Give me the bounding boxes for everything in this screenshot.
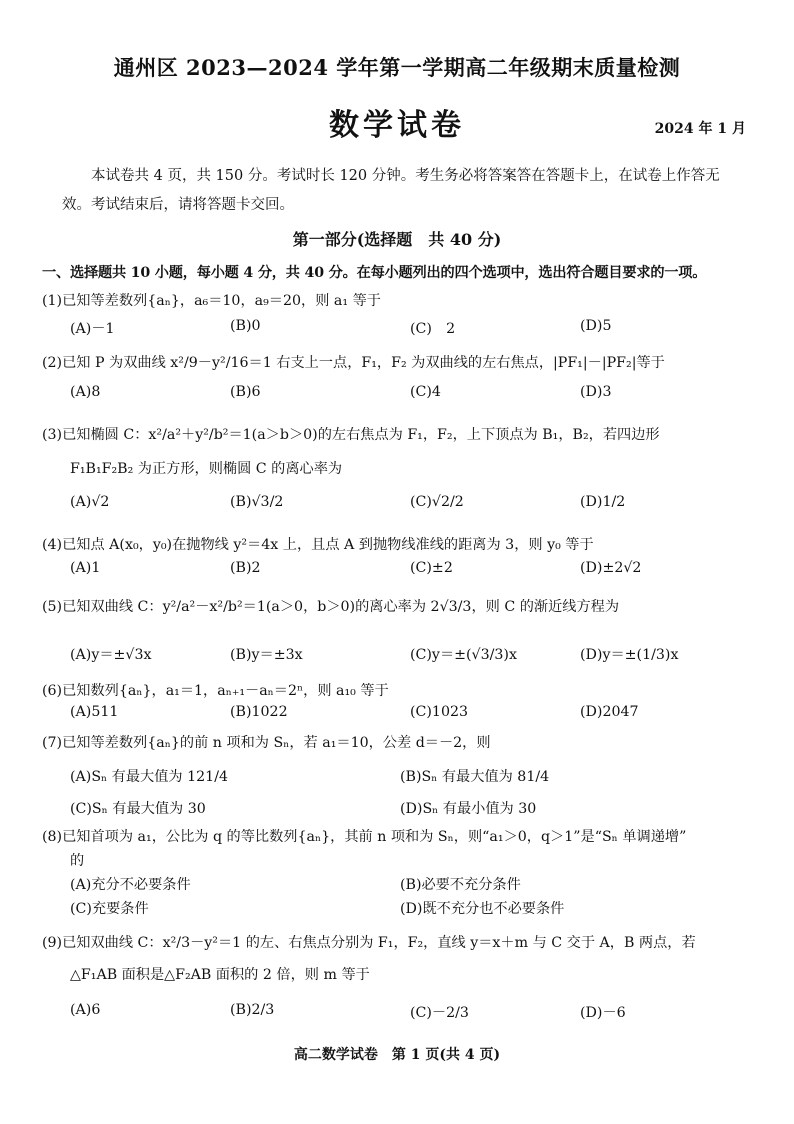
question-9-stem-continued: △F₁AB 面积是△F₂AB 面积的 2 倍，则 m 等于 bbox=[70, 967, 370, 983]
option-b: (B)√3/2 bbox=[230, 494, 284, 510]
question-number: (8) bbox=[42, 829, 63, 845]
option-d: (D)既不充分也不必要条件 bbox=[400, 901, 565, 917]
instructions: 本试卷共 4 页，共 150 分。考试时长 120 分钟。考生务必将答案答在答题卡上，在试卷上作答无效。考试结束后，请将答题卡交回。 bbox=[62, 168, 720, 213]
question-2 bbox=[42, 352, 772, 372]
question-8-options-row-1 bbox=[70, 874, 750, 894]
question-5-options bbox=[70, 644, 750, 664]
question-8-stem-continued: 的 bbox=[70, 853, 85, 869]
question-1-options bbox=[70, 318, 750, 338]
option-d: (D)±2√2 bbox=[580, 560, 642, 576]
question-3-options bbox=[70, 494, 750, 514]
option-b: (B)y＝±3x bbox=[230, 647, 303, 663]
option-c: (C)充要条件 bbox=[70, 901, 149, 917]
question-9 bbox=[42, 932, 772, 952]
question-number: (2) bbox=[42, 355, 63, 371]
exam-title: 通州区 2023—2024 学年第一学期高二年级期末质量检测 bbox=[113, 55, 681, 80]
question-9-options bbox=[70, 1002, 750, 1022]
option-b: (B)1022 bbox=[230, 704, 288, 720]
option-a: (A)1 bbox=[70, 560, 101, 576]
option-a: (A)511 bbox=[70, 704, 119, 720]
option-d: (D)2047 bbox=[580, 704, 639, 720]
option-c: (C) 2 bbox=[410, 321, 456, 337]
option-c: (C)1023 bbox=[410, 704, 469, 720]
question-stem: 已知点 A(x₀，y₀)在抛物线 y²＝4x 上，且点 A 到抛物线准线的距离为 3，则 y₀ 等于 bbox=[62, 537, 594, 553]
option-b: (B)2 bbox=[230, 560, 261, 576]
option-c: (C)±2 bbox=[410, 560, 453, 576]
question-stem: 已知双曲线 C：y²/a²－x²/b²＝1(a＞0，b＞0)的离心率为 2√3/3，则 C 的渐近线方程为 bbox=[62, 599, 620, 615]
part-title: 第一部分(选择题 共 40 分) bbox=[292, 230, 502, 249]
question-7-options-row-1 bbox=[70, 766, 750, 786]
option-b: (B)0 bbox=[230, 318, 261, 334]
question-stem: 已知 P 为双曲线 x²/9－y²/16＝1 右支上一点，F₁，F₂ 为双曲线的左右焦点，|PF₁|－|PF₂|等于 bbox=[62, 355, 665, 371]
subject-title: 数学试卷 bbox=[329, 108, 465, 143]
section-heading: 一、选择题共 10 小题，每小题 4 分，共 40 分。在每小题列出的四个选项中，选出符合题目要求的一项。 bbox=[42, 265, 707, 281]
question-stem: 已知数列{aₙ}，a₁＝1，aₙ₊₁－aₙ＝2ⁿ，则 a₁₀ 等于 bbox=[62, 683, 389, 699]
question-3 bbox=[42, 424, 772, 444]
option-a: (A)充分不必要条件 bbox=[70, 877, 191, 893]
question-number: (9) bbox=[42, 935, 63, 951]
option-d: (D)－6 bbox=[580, 1005, 626, 1021]
exam-date: 2024 年 1 月 bbox=[654, 121, 746, 137]
question-8 bbox=[42, 826, 772, 846]
question-number: (7) bbox=[42, 735, 63, 751]
option-a: (A)－1 bbox=[70, 321, 115, 337]
option-d: (D)5 bbox=[580, 318, 612, 334]
question-6-options bbox=[70, 704, 750, 724]
question-stem: 已知双曲线 C：x²/3－y²＝1 的左、右焦点分别为 F₁，F₂，直线 y＝x＋m 与 C 交于 A，B 两点，若 bbox=[62, 935, 696, 951]
option-c: (C)4 bbox=[410, 384, 441, 400]
question-8-options-row-2 bbox=[70, 898, 750, 918]
question-4-options bbox=[70, 560, 750, 580]
option-c: (C)y＝±(√3/3)x bbox=[410, 647, 517, 663]
option-a: (A)√2 bbox=[70, 494, 110, 510]
question-stem: 已知等差数列{aₙ}，a₆＝10，a₉＝20，则 a₁ 等于 bbox=[62, 293, 381, 309]
question-2-options bbox=[70, 384, 750, 404]
option-d: (D)3 bbox=[580, 384, 612, 400]
question-number: (6) bbox=[42, 683, 63, 699]
question-7 bbox=[42, 732, 772, 752]
option-a: (A)8 bbox=[70, 384, 101, 400]
question-3-stem-continued: F₁B₁F₂B₂ 为正方形，则椭圆 C 的离心率为 bbox=[70, 461, 343, 477]
option-b: (B)必要不充分条件 bbox=[400, 877, 521, 893]
question-7-options-row-2 bbox=[70, 798, 750, 818]
page-footer: 高二数学试卷 第 1 页(共 4 页) bbox=[293, 1047, 501, 1063]
question-1 bbox=[42, 290, 772, 310]
option-b: (B)6 bbox=[230, 384, 261, 400]
option-c: (C)√2/2 bbox=[410, 494, 464, 510]
question-number: (3) bbox=[42, 427, 63, 443]
question-5 bbox=[42, 596, 772, 616]
question-stem: 已知椭圆 C：x²/a²＋y²/b²＝1(a＞b＞0)的左右焦点为 F₁，F₂，上下顶点为 B₁，B₂，若四边形 bbox=[62, 427, 660, 443]
option-b: (B)2/3 bbox=[230, 1002, 275, 1018]
question-number: (4) bbox=[42, 537, 63, 553]
option-d: (D)1/2 bbox=[580, 494, 626, 510]
option-a: (A)Sₙ 有最大值为 121/4 bbox=[70, 769, 229, 785]
question-stem: 已知等差数列{aₙ}的前 n 项和为 Sₙ，若 a₁＝10，公差 d＝－2，则 bbox=[62, 735, 491, 751]
question-4 bbox=[42, 534, 772, 554]
option-c: (C)Sₙ 有最大值为 30 bbox=[70, 801, 206, 817]
question-stem: 已知首项为 a₁，公比为 q 的等比数列{aₙ}，其前 n 项和为 Sₙ，则“a₁＞0，q＞1”是“Sₙ 单调递增” bbox=[62, 829, 687, 845]
question-6 bbox=[42, 680, 772, 700]
option-d: (D)Sₙ 有最小值为 30 bbox=[400, 801, 537, 817]
option-c: (C)－2/3 bbox=[410, 1005, 469, 1021]
option-b: (B)Sₙ 有最大值为 81/4 bbox=[400, 769, 550, 785]
option-a: (A)y＝±√3x bbox=[70, 647, 152, 663]
option-a: (A)6 bbox=[70, 1002, 101, 1018]
option-d: (D)y＝±(1/3)x bbox=[580, 647, 679, 663]
question-number: (1) bbox=[42, 293, 63, 309]
question-number: (5) bbox=[42, 599, 63, 615]
